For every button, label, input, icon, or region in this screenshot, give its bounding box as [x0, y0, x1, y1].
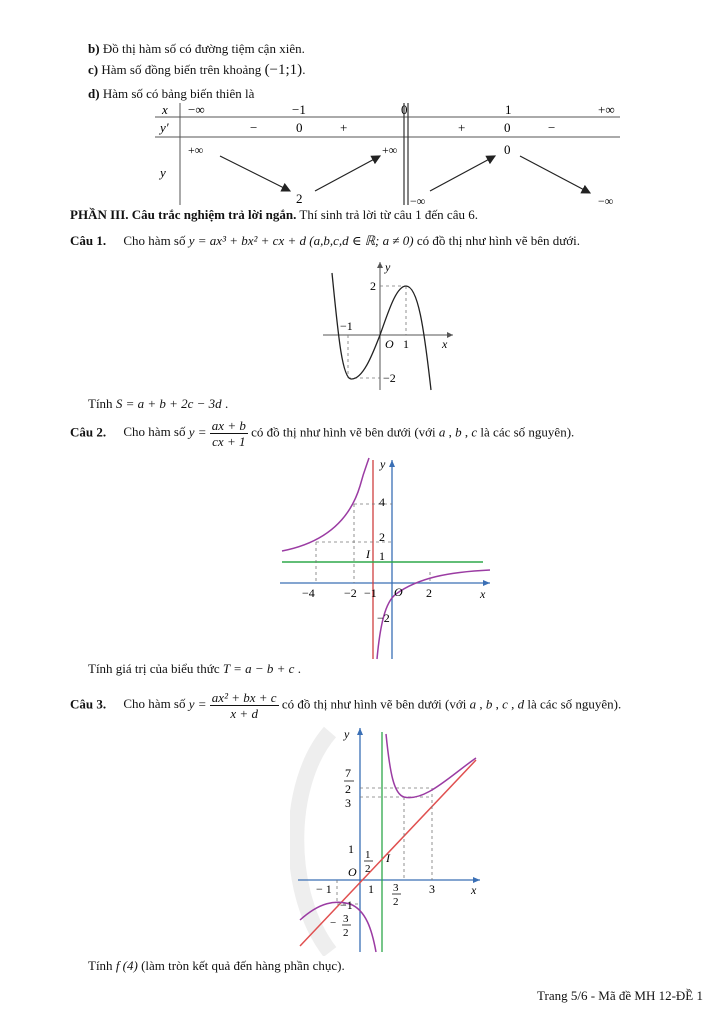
svg-text:1: 1 [365, 849, 371, 861]
svg-text:O: O [394, 585, 403, 599]
option-b-text: Đồ thị hàm số có đường tiệm cận xiên. [99, 41, 305, 56]
option-d-label: d) [88, 86, 100, 101]
svg-text:2: 2 [296, 191, 303, 206]
q2-ask: Tính giá trị của biểu thức T = a − b + c . [88, 661, 301, 676]
q2-fraction: $\frac{ax + b}{cx + 1}$ [211, 418, 246, 449]
svg-text:−: − [548, 120, 556, 135]
svg-text:1: 1 [379, 549, 385, 563]
svg-text:1: 1 [348, 842, 354, 856]
q2-label: Câu 2. [70, 424, 107, 440]
svg-text:+∞: +∞ [188, 143, 204, 157]
svg-text:I: I [386, 851, 390, 865]
svg-text:I: I [366, 547, 370, 561]
svg-text:−2: −2 [377, 611, 390, 625]
svg-text:x: x [471, 883, 477, 897]
option-b [88, 41, 305, 57]
tbl-y-label: y [160, 165, 166, 180]
svg-text:2: 2 [343, 927, 349, 939]
svg-text:x: x [442, 337, 448, 351]
q2-graph [278, 456, 493, 661]
svg-text:O: O [385, 337, 394, 351]
option-d [88, 86, 254, 102]
part3-heading: PHẦN III. Câu trắc nghiệm trả lời ngắn. Thí sinh trả lời từ câu 1 đến câu 6. [70, 207, 478, 222]
variation-table [150, 101, 625, 208]
svg-text:x: x [480, 587, 486, 601]
svg-text:1: 1 [368, 882, 374, 896]
svg-text:−1: −1 [340, 319, 353, 333]
svg-text:−: − [250, 120, 258, 135]
option-d-text: Hàm số có bảng biến thiên là [99, 86, 255, 101]
q3-graph [290, 724, 485, 956]
svg-text:1: 1 [403, 337, 409, 351]
q3-ask: Tính f (4) (làm tròn kết quả đến hàng phần chục). [88, 958, 345, 973]
svg-text:7: 7 [345, 766, 351, 780]
svg-text:−∞: −∞ [188, 102, 205, 117]
option-c-interval: (−1;1) [264, 62, 303, 78]
svg-text:+: + [458, 120, 466, 135]
svg-text:3: 3 [345, 796, 351, 810]
svg-text:−1: −1 [340, 898, 353, 912]
svg-text:0: 0 [296, 120, 303, 135]
svg-text:−∞: −∞ [410, 194, 426, 208]
svg-text:2: 2 [393, 896, 399, 908]
svg-text:1: 1 [505, 102, 512, 117]
svg-text:−1: −1 [292, 102, 306, 117]
q3-label: Câu 3. [70, 696, 107, 712]
q1-statement: Câu 1. Cho hàm số y = ax³ + bx² + cx + d (a,b,c,d ∈ ℝ; a ≠ 0) có đồ thị như hình vẽ bên dưới. [70, 233, 581, 248]
svg-text:y: y [344, 727, 350, 741]
tbl-x-label: x [162, 102, 168, 117]
svg-text:−2: −2 [344, 586, 357, 600]
option-c-text: Hàm số đồng biến trên khoảng [98, 62, 265, 77]
svg-text:0: 0 [504, 142, 511, 157]
q1-graph [318, 258, 458, 393]
svg-text:−4: −4 [302, 586, 315, 600]
q1-ask: Tính S = a + b + 2c − 3d . [88, 396, 229, 411]
q3-statement: Câu 3. Cho hàm số y = $\frac{\text{ax² + bx + c}}{x + d}$ có đồ thị như hình vẽ bên dưới (với a , b , c , d là các số nguyên). [70, 690, 622, 721]
svg-text:+: + [340, 120, 348, 135]
svg-text:2: 2 [370, 279, 376, 293]
svg-text:y: y [380, 457, 386, 471]
svg-text:2: 2 [426, 586, 432, 600]
option-c: c) Hàm số đồng biến trên khoảng (−1;1). [88, 62, 306, 78]
svg-text:2: 2 [345, 782, 351, 796]
option-b-label: b) [88, 41, 100, 56]
svg-text:4: 4 [379, 495, 385, 509]
svg-text:3: 3 [343, 913, 349, 925]
q1-formula: y = ax³ + bx² + cx + d [188, 233, 306, 248]
svg-text:3: 3 [429, 882, 435, 896]
svg-text:O: O [348, 865, 357, 879]
svg-text:3: 3 [393, 882, 399, 894]
svg-text:0: 0 [504, 120, 511, 135]
q3-fraction: $\frac{\text{ax² + bx + c}}{x + d}$ [211, 690, 277, 721]
svg-text:−∞: −∞ [598, 194, 614, 208]
svg-text:2: 2 [379, 530, 385, 544]
svg-text:−: − [330, 917, 337, 929]
svg-text:− 1: − 1 [316, 882, 332, 896]
svg-text:+∞: +∞ [598, 102, 615, 117]
svg-text:2: 2 [365, 863, 371, 875]
q2-statement: Câu 2. Cho hàm số y = $\frac{ax + b}{cx + 1}$ có đồ thị như hình vẽ bên dưới (với a , b , c là các số nguyên). [70, 418, 575, 449]
svg-text:−2: −2 [383, 371, 396, 385]
svg-text:y: y [385, 260, 391, 274]
svg-text:+∞: +∞ [382, 143, 398, 157]
svg-text:−1: −1 [364, 586, 377, 600]
svg-text:0: 0 [401, 102, 408, 117]
tbl-yp-label: y′ [160, 120, 169, 135]
option-c-label: c) [88, 62, 99, 77]
page-footer: Trang 5/6 - Mã đề MH 12-ĐỀ 1 [537, 988, 703, 1003]
q1-label: Câu 1. [70, 233, 107, 248]
